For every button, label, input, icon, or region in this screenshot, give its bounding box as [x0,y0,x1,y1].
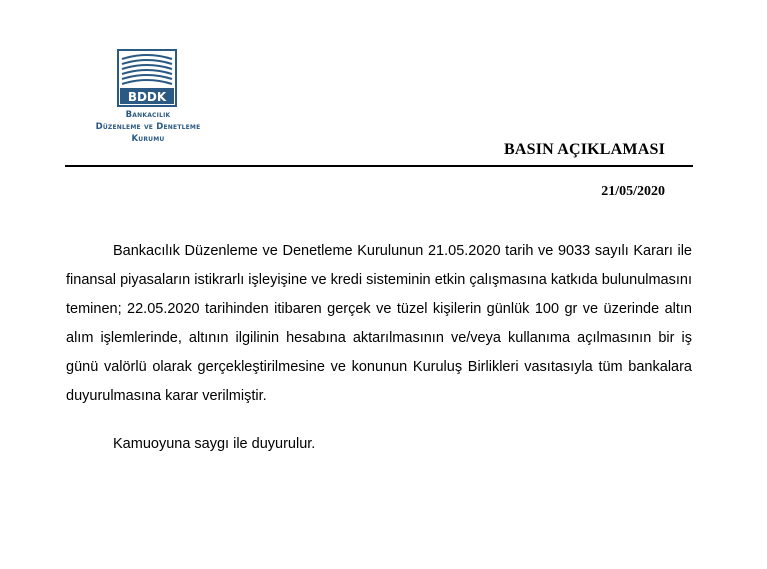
announcement-paragraph: Bankacılık Düzenleme ve Denetleme Kurulunun 21.05.2020 tarih ve 9033 sayılı Kararı ile finansal piyasaların istikrarlı işleyişine ve kredi sisteminin etkin çalışmasına katkıda bulunulmasını teminen; 22.05.2020 tarihinden itibaren gerçek ve tüzel kişilerin günlük 100 gr ve üzerinde altın alım işlemlerinde, altının ilgilinin hesabına aktarılmasının ve/veya kullanıma açılmasının bir iş günü valörlü olarak gerçekleştirilmesine ve konunun Kuruluş Birlikleri vasıtasıyla tüm bankalara duyurulmasına karar verilmiştir. [66,243,692,404]
bddk-logo-abbreviation [117,49,177,107]
bddk-logo [117,49,177,107]
logo-line-3: Kurumu [131,134,165,144]
closing-line: Kamuoyuna saygı ile duyurulur. [113,436,316,452]
logo-line-1: Bankacılık [125,110,171,120]
header-divider [65,165,693,167]
document-title: BASIN AÇIKLAMASI [503,141,665,158]
svg-text:BDDK: BDDK [127,90,167,104]
document-date: 21/05/2020 [601,184,665,199]
logo-wordmark [66,109,230,145]
logo-line-2: Düzenleme ve Denetleme [95,122,201,132]
